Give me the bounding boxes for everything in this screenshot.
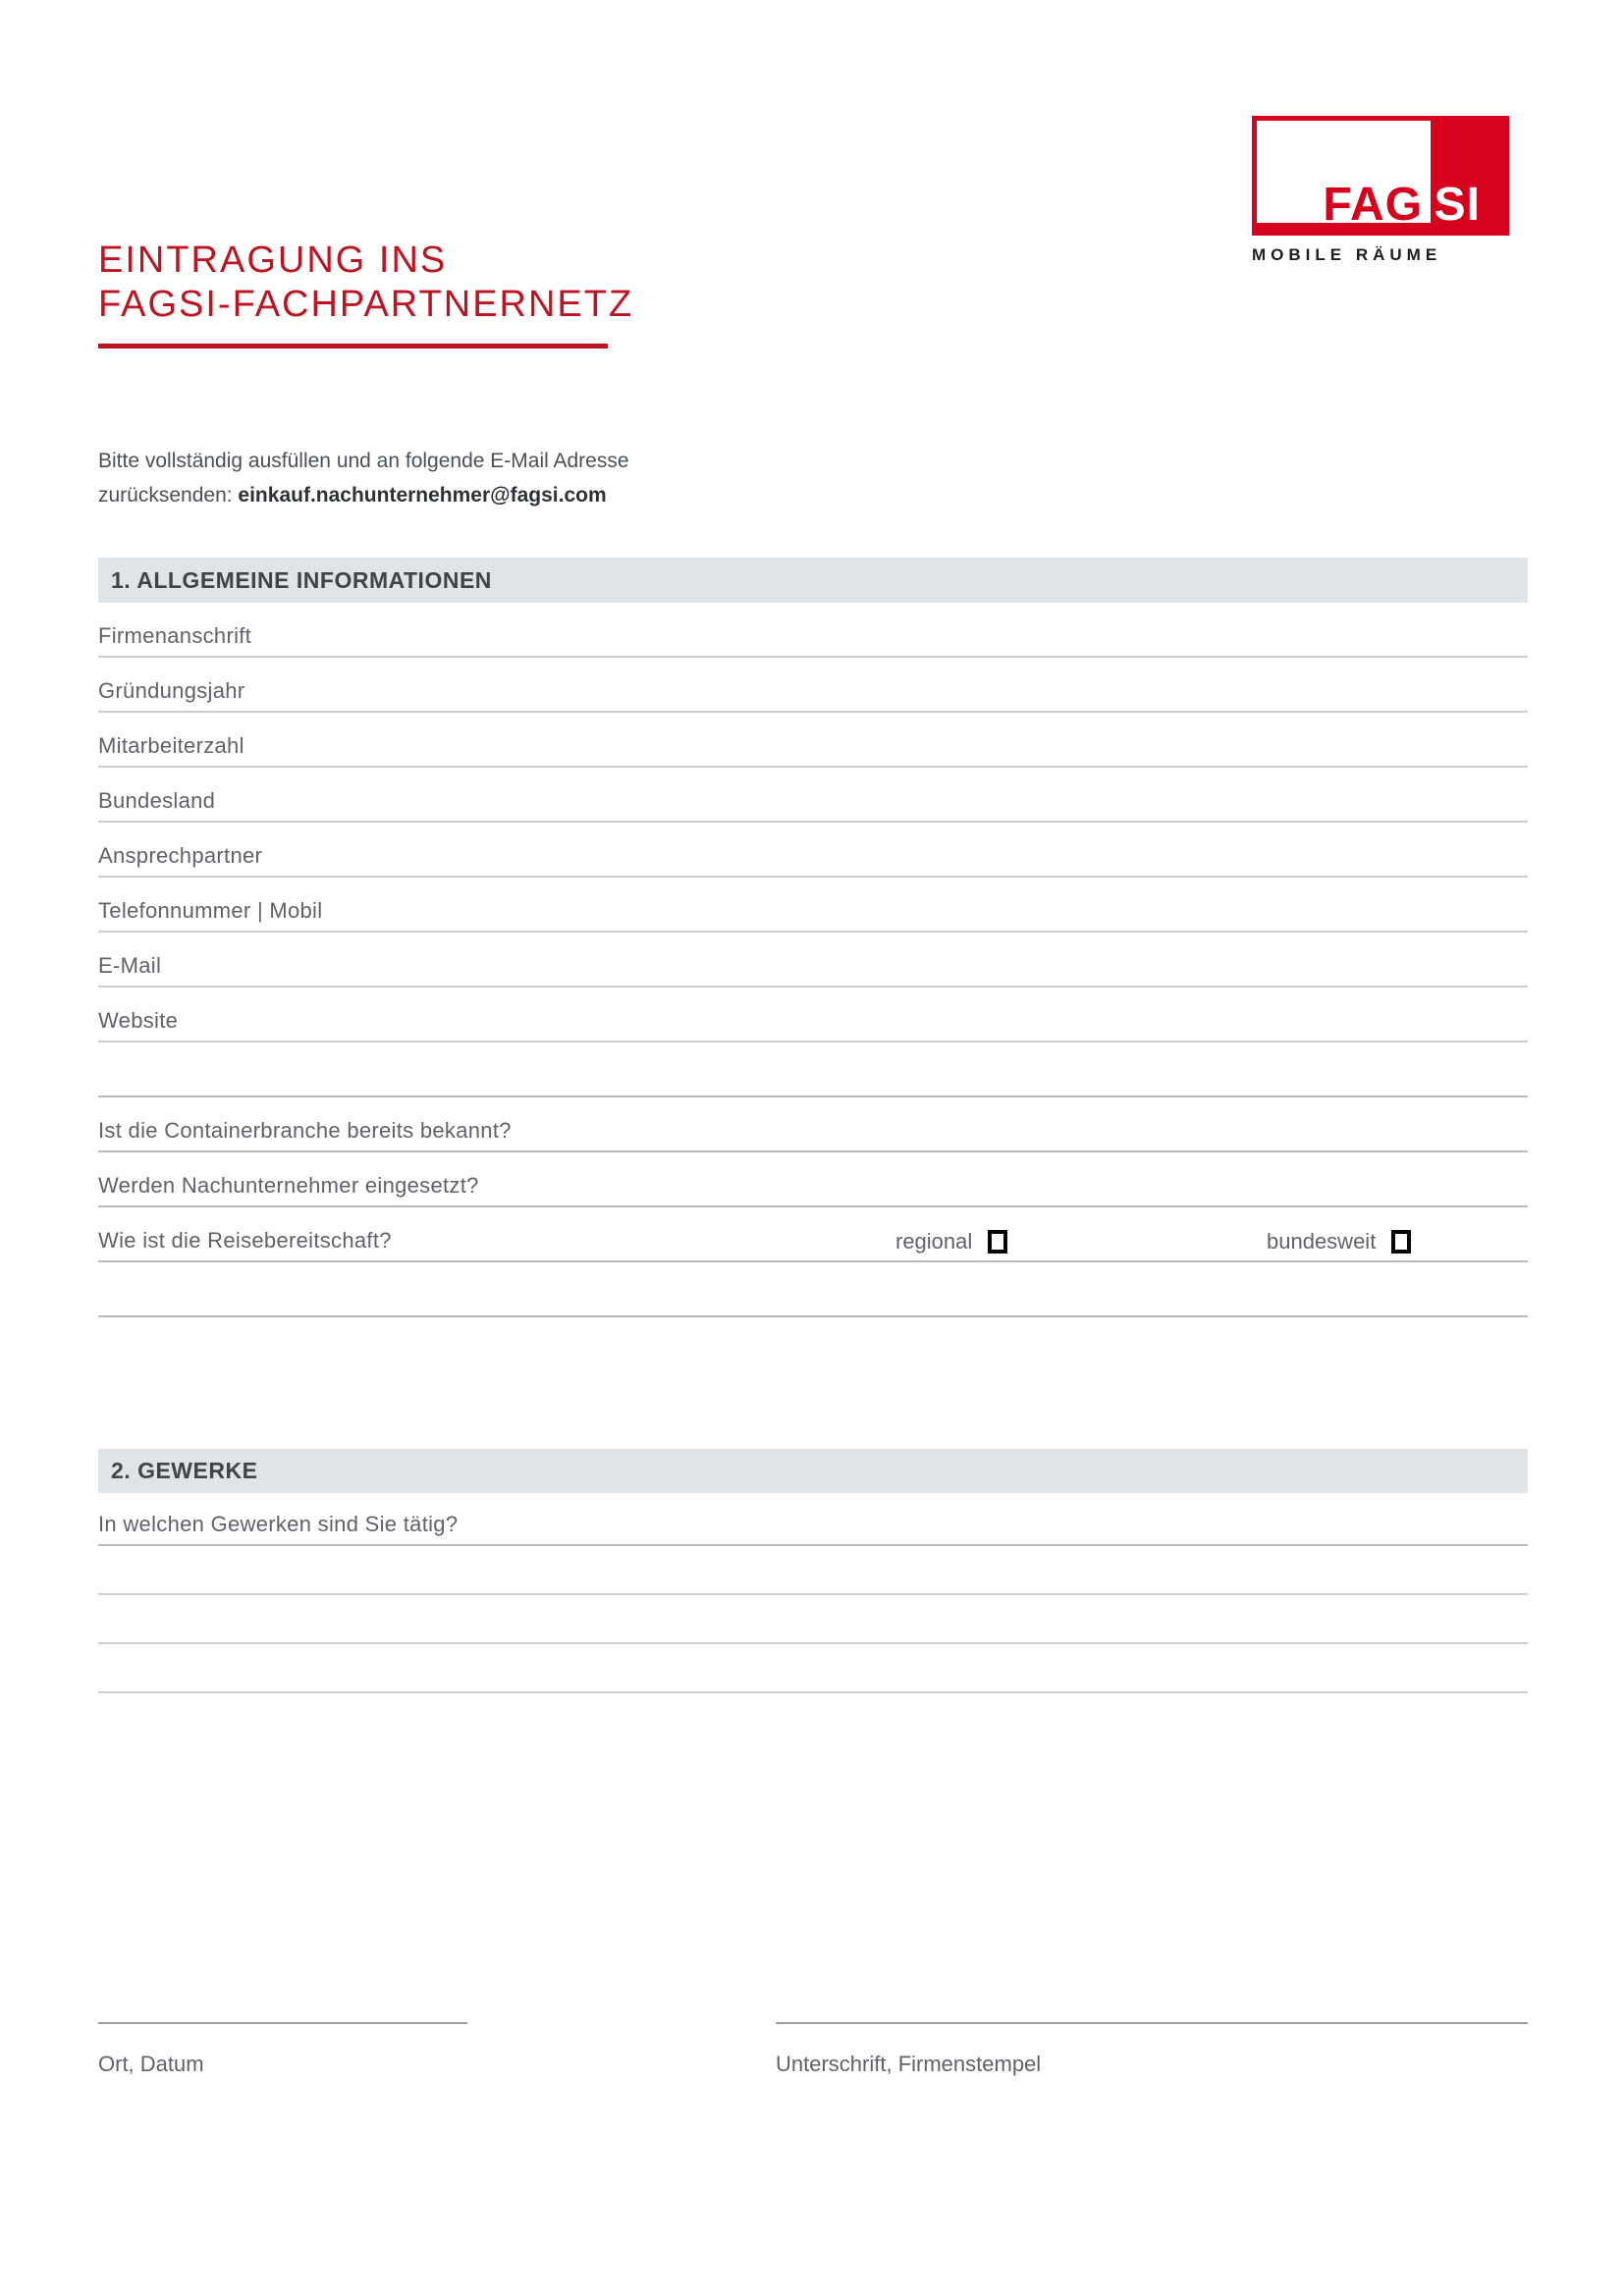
section2-title: 2. GEWERKE [111, 1458, 258, 1483]
section1-header-bar [98, 558, 1528, 603]
form-field-row [98, 933, 1528, 988]
field-label-website: Website [98, 1008, 179, 1033]
form-field-row [98, 713, 1528, 768]
question-label-containerbranche: Ist die Containerbranche bereits bekannt? [98, 1118, 512, 1143]
field-input-area-mitarbeiterzahl[interactable] [244, 713, 1528, 759]
field-label-firmenanschrift: Firmenanschrift [98, 623, 252, 648]
field-label-mitarbeiterzahl: Mitarbeiterzahl [98, 733, 244, 758]
form-field-row [98, 658, 1528, 713]
question-row-nachunternehmer [98, 1152, 1528, 1207]
option-label-regional: regional [895, 1229, 973, 1254]
logo-fag-text: FAG [1323, 179, 1423, 231]
field-input-area-email[interactable] [161, 933, 1528, 979]
form-field-row [98, 823, 1528, 878]
field-label-gruendungsjahr: Gründungsjahr [98, 678, 245, 703]
page-title-line2: FAGSI-FACHPARTNERNETZ [98, 284, 634, 325]
intro-text [98, 444, 1528, 512]
form-field-row [98, 768, 1528, 823]
field-label-telefonnummer-mobil: Telefonnummer | Mobil [98, 898, 323, 923]
form-field-row [98, 878, 1528, 933]
blank-write-in-row[interactable] [98, 1546, 1528, 1595]
section2-header-bar [98, 1449, 1528, 1493]
blank-write-in-row[interactable] [98, 1595, 1528, 1644]
option-label-bundesweit: bundesweit [1267, 1229, 1377, 1254]
question-answer-area-nachunternehmer[interactable] [479, 1152, 1528, 1199]
intro-line1: Bitte vollständig ausfüllen und an folgende E-Mail Adresse [98, 450, 629, 472]
intro-line2-prefix: zurücksenden: [98, 484, 239, 507]
fagsi-logo [1252, 116, 1509, 236]
blank-write-in-row[interactable] [98, 1644, 1528, 1693]
checkbox-regional[interactable] [988, 1230, 1007, 1254]
field-input-area-gruendungsjahr[interactable] [244, 658, 1528, 704]
option-bundesweit [1267, 1229, 1411, 1255]
signature-block-ort-datum[interactable] [98, 2022, 467, 2077]
field-label-ansprechpartner: Ansprechpartner [98, 843, 263, 868]
question-label-reisebereitschaft: Wie ist die Reisebereitschaft? [98, 1228, 392, 1253]
field-input-area-ansprechpartner[interactable] [262, 823, 1528, 869]
question-label-gewerke: In welchen Gewerken sind Sie tätig? [98, 1512, 459, 1536]
page-title-line1: EINTRAGUNG INS [98, 240, 448, 281]
question-label-nachunternehmer: Werden Nachunternehmer eingesetzt? [98, 1173, 479, 1198]
field-label-email: E-Mail [98, 953, 162, 978]
checkbox-bundesweit[interactable] [1391, 1230, 1411, 1254]
form-field-row [98, 603, 1528, 658]
signature-block-unterschrift[interactable] [776, 2022, 1528, 2077]
blank-write-in-row[interactable] [98, 1042, 1528, 1097]
field-label-bundesland: Bundesland [98, 788, 216, 813]
logo-si-text: SI [1434, 179, 1481, 231]
logo-tagline: MOBILE RÄUME [1252, 245, 1442, 264]
option-regional [895, 1229, 1007, 1255]
signature-area [98, 2022, 1528, 2077]
question-answer-area-gewerke[interactable] [458, 1493, 1528, 1537]
question-row-gewerke [98, 1493, 1528, 1546]
field-input-area-telefonnummer-mobil[interactable] [322, 878, 1528, 924]
title-underline-rule [98, 344, 608, 348]
question-row-containerbranche [98, 1097, 1528, 1152]
section1-title: 1. ALLGEMEINE INFORMATIONEN [111, 566, 492, 593]
field-input-area-bundesland[interactable] [215, 768, 1528, 814]
field-input-area-firmenanschrift[interactable] [251, 603, 1528, 649]
signature-label-unterschrift: Unterschrift, Firmenstempel [776, 2052, 1042, 2076]
question-answer-area-containerbranche[interactable] [512, 1097, 1528, 1144]
question-row-reisebereitschaft [98, 1207, 1528, 1262]
field-input-area-website[interactable] [178, 988, 1528, 1034]
blank-write-in-row[interactable] [98, 1262, 1528, 1317]
contact-email-link[interactable]: einkauf.nachunternehmer@fagsi.com [238, 484, 607, 507]
signature-label-ort-datum: Ort, Datum [98, 2052, 204, 2076]
form-field-row [98, 988, 1528, 1042]
